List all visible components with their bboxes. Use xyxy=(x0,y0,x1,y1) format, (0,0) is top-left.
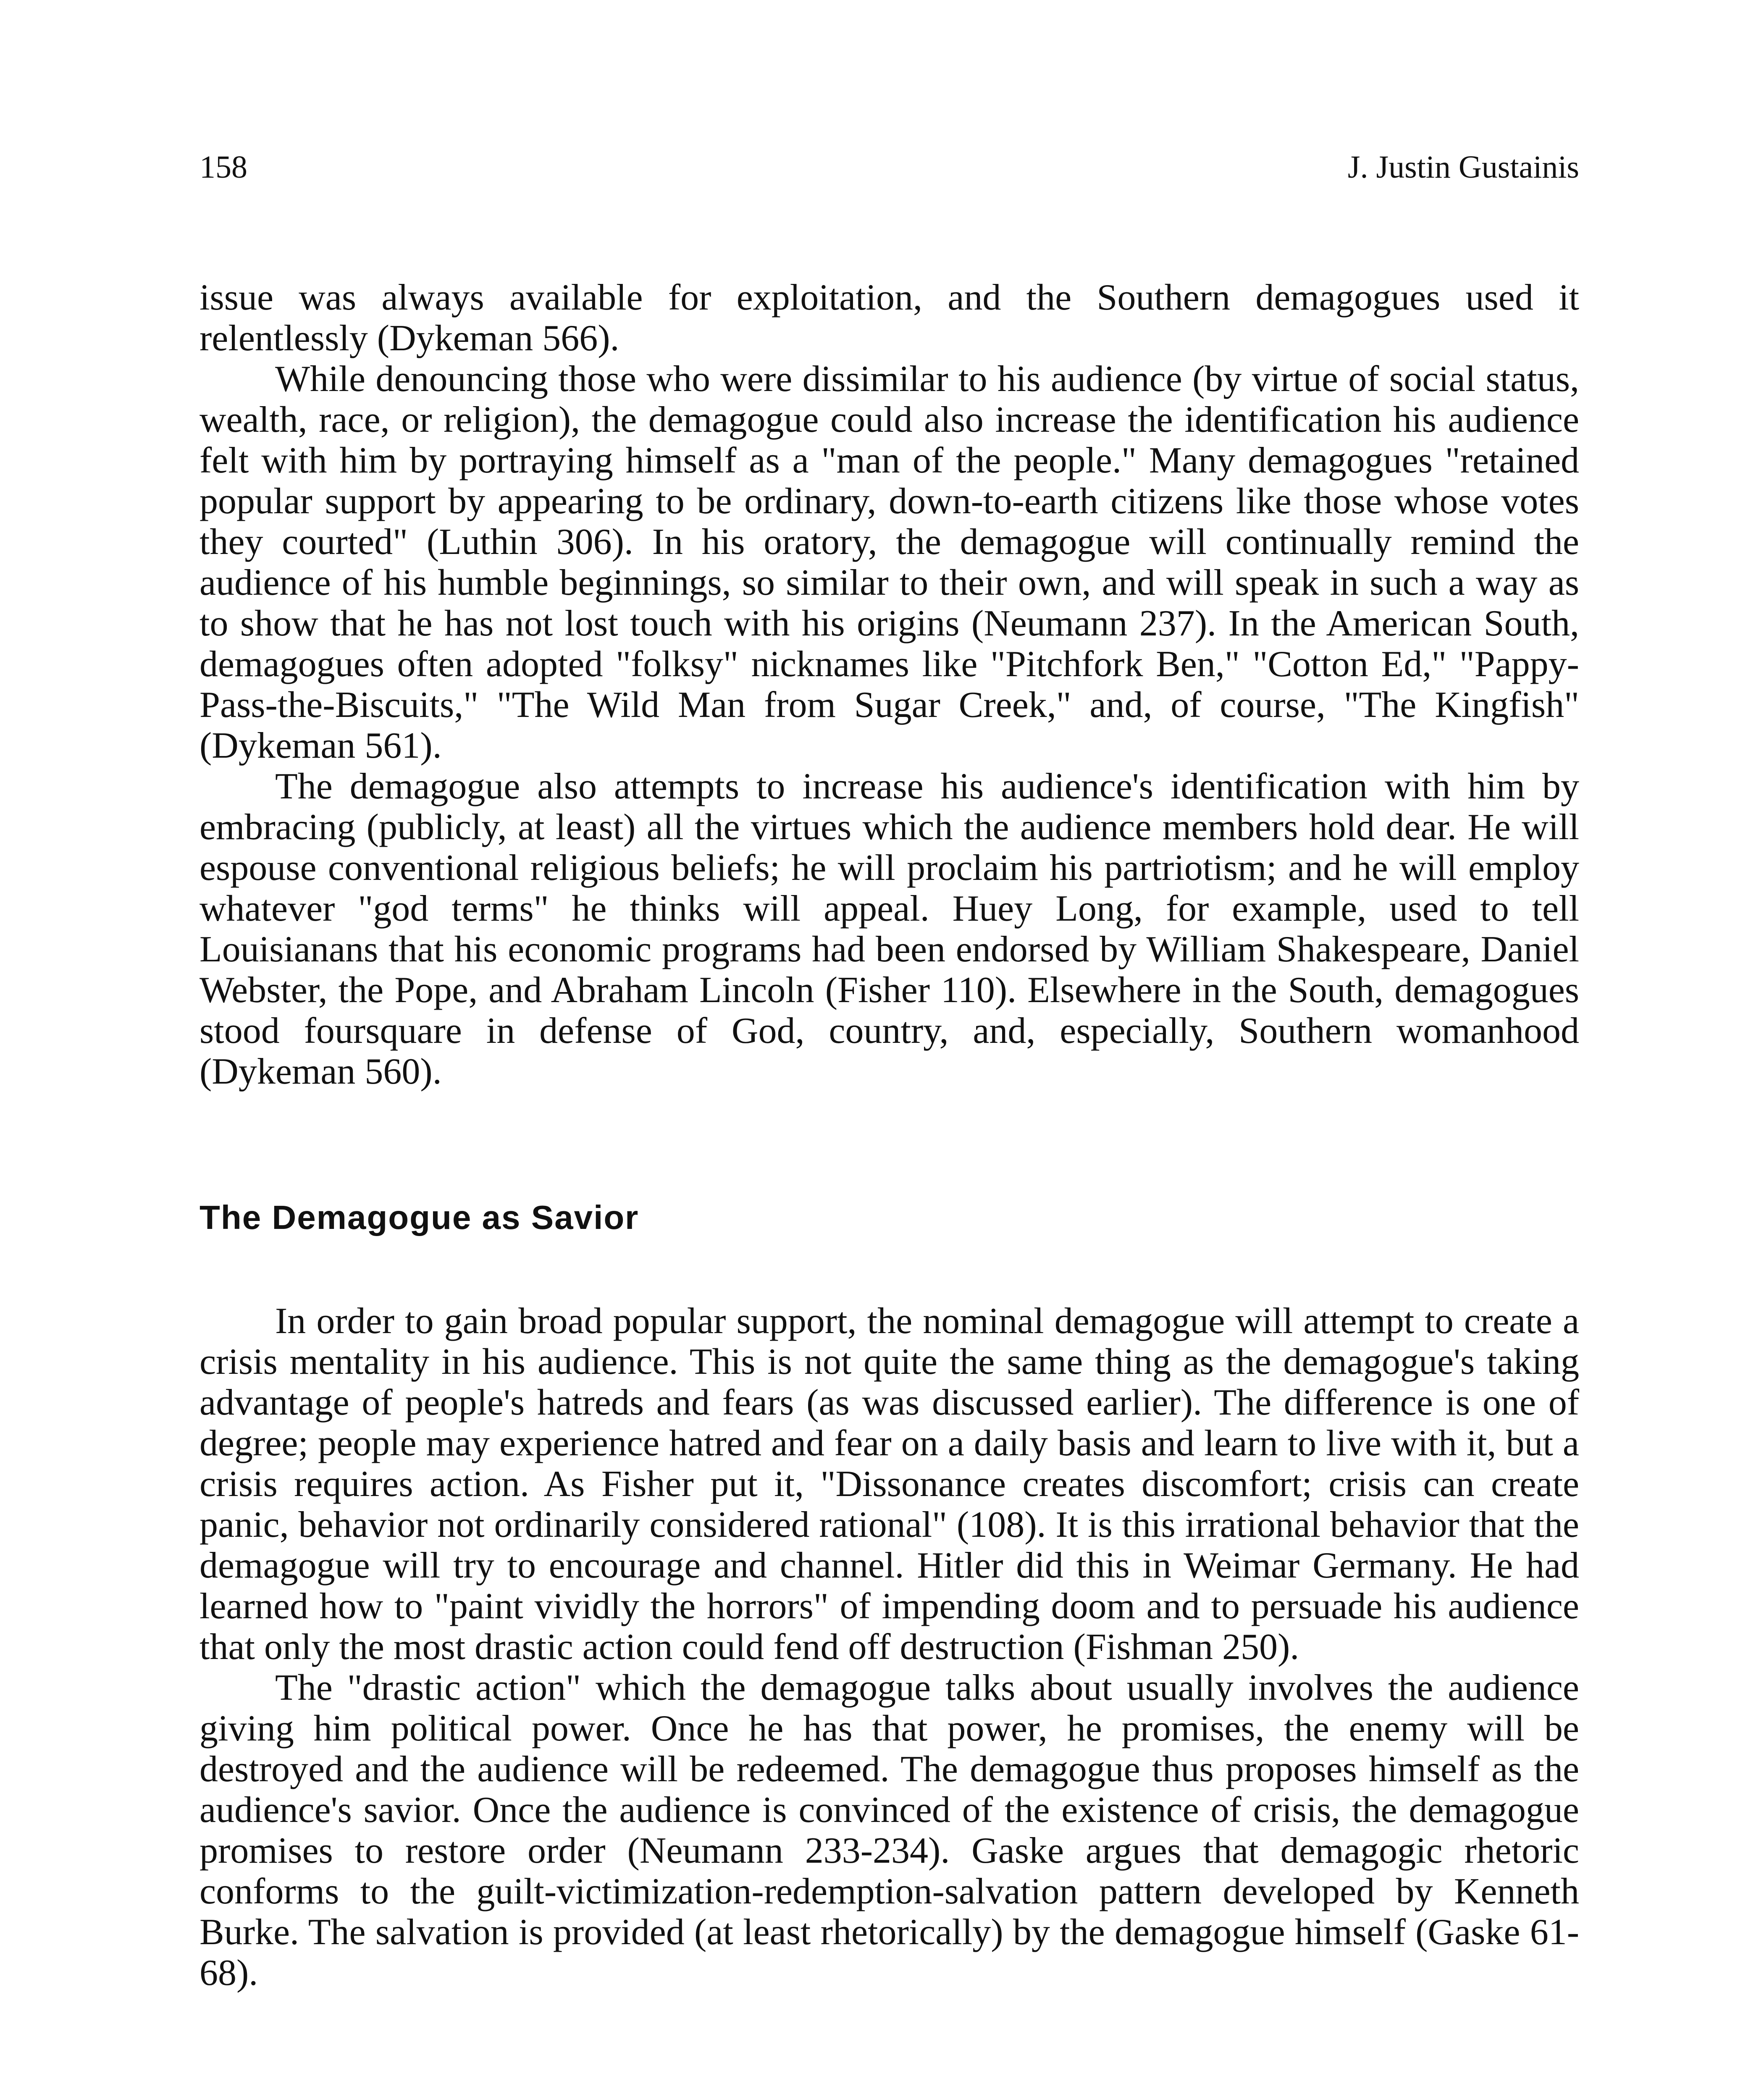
article-body xyxy=(200,277,1579,2100)
paragraph-continued: issue was always available for exploitation, and the Southern demagogues used it relentlessly (Dykeman 566). xyxy=(200,277,1579,359)
paragraph: The "drastic action" which the demagogue talks about usually involves the audience giving him political power. Once he has that power, he promises, the enemy will be destroyed and the audience will be redeemed. The demagogue thus proposes himself as the audience's savior. Once the audience is convinced of the existence of crisis, the demagogue promises to restore order (Neumann 233-234). Gaske argues that demagogic rhetoric conforms to the guilt-victimization-redemption-salvation pattern developed by Kenneth Burke. The salvation is provided (at least rhetorically) by the demagogue himself (Gaske 61-68). xyxy=(200,1667,1579,1993)
page-header xyxy=(200,151,1579,189)
page-number: 158 xyxy=(200,150,247,185)
paragraph: The demagogue also attempts to increase his audience's identification with him by embracing (publicly, at least) all the virtues which the audience members hold dear. He will espouse conventional religious beliefs; he will proclaim his partriotism; and he will employ whatever "god terms" he thinks will appeal. Huey Long, for example, used to tell Louisianans that his economic programs had been endorsed by William Shakespeare, Daniel Webster, the Pope, and Abraham Lincoln (Fisher 110). Elsewhere in the South, demagogues stood foursquare in defense of God, country, and, especially, Southern womanhood (Dykeman 560). xyxy=(200,766,1579,1092)
section-heading-techniques xyxy=(200,2098,1579,2100)
section-heading-savior: The Demagogue as Savior xyxy=(200,1199,639,1236)
paragraph: In order to gain broad popular support, the nominal demagogue will attempt to create a crisis mentality in his audience. This is not quite the same thing as the demagogue's taking advantage of people's hatreds and fears (as was discussed earlier). The difference is one of degree; people may experience hatred and fear on a daily basis and learn to live with it, but a crisis requires action. As Fisher put it, "Dissonance creates discomfort; crisis can create panic, behavior not ordinarily considered rational" (108). It is this irrational behavior that the demagogue will try to encourage and channel. Hitler did this in Weimar Germany. He had learned how to "paint vividly the horrors" of impending doom and to persuade his audience that only the most drastic action could fend off destruction (Fishman 250). xyxy=(200,1301,1579,1667)
paragraph: While denouncing those who were dissimilar to his audience (by virtue of social status, wealth, race, or religion), the demagogue could also increase the identification his audience felt with him by portraying himself as a "man of the people." Many demagogues "retained popular support by appearing to be ordinary, down-to-earth citizens like those whose votes they courted" (Luthin 306). In his oratory, the demagogue will continually remind the audience of his humble beginnings, so similar to their own, and will speak in such a way as to show that he has not lost touch with his origins (Neumann 237). In the American South, demagogues often adopted "folksy" nicknames like "Pitchfork Ben," "Cotton Ed," "Pappy-Pass-the-Biscuits," "The Wild Man from Sugar Creek," and, of course, "The Kingfish" (Dykeman 561). xyxy=(200,359,1579,766)
running-head: J. Justin Gustainis xyxy=(1347,150,1579,185)
